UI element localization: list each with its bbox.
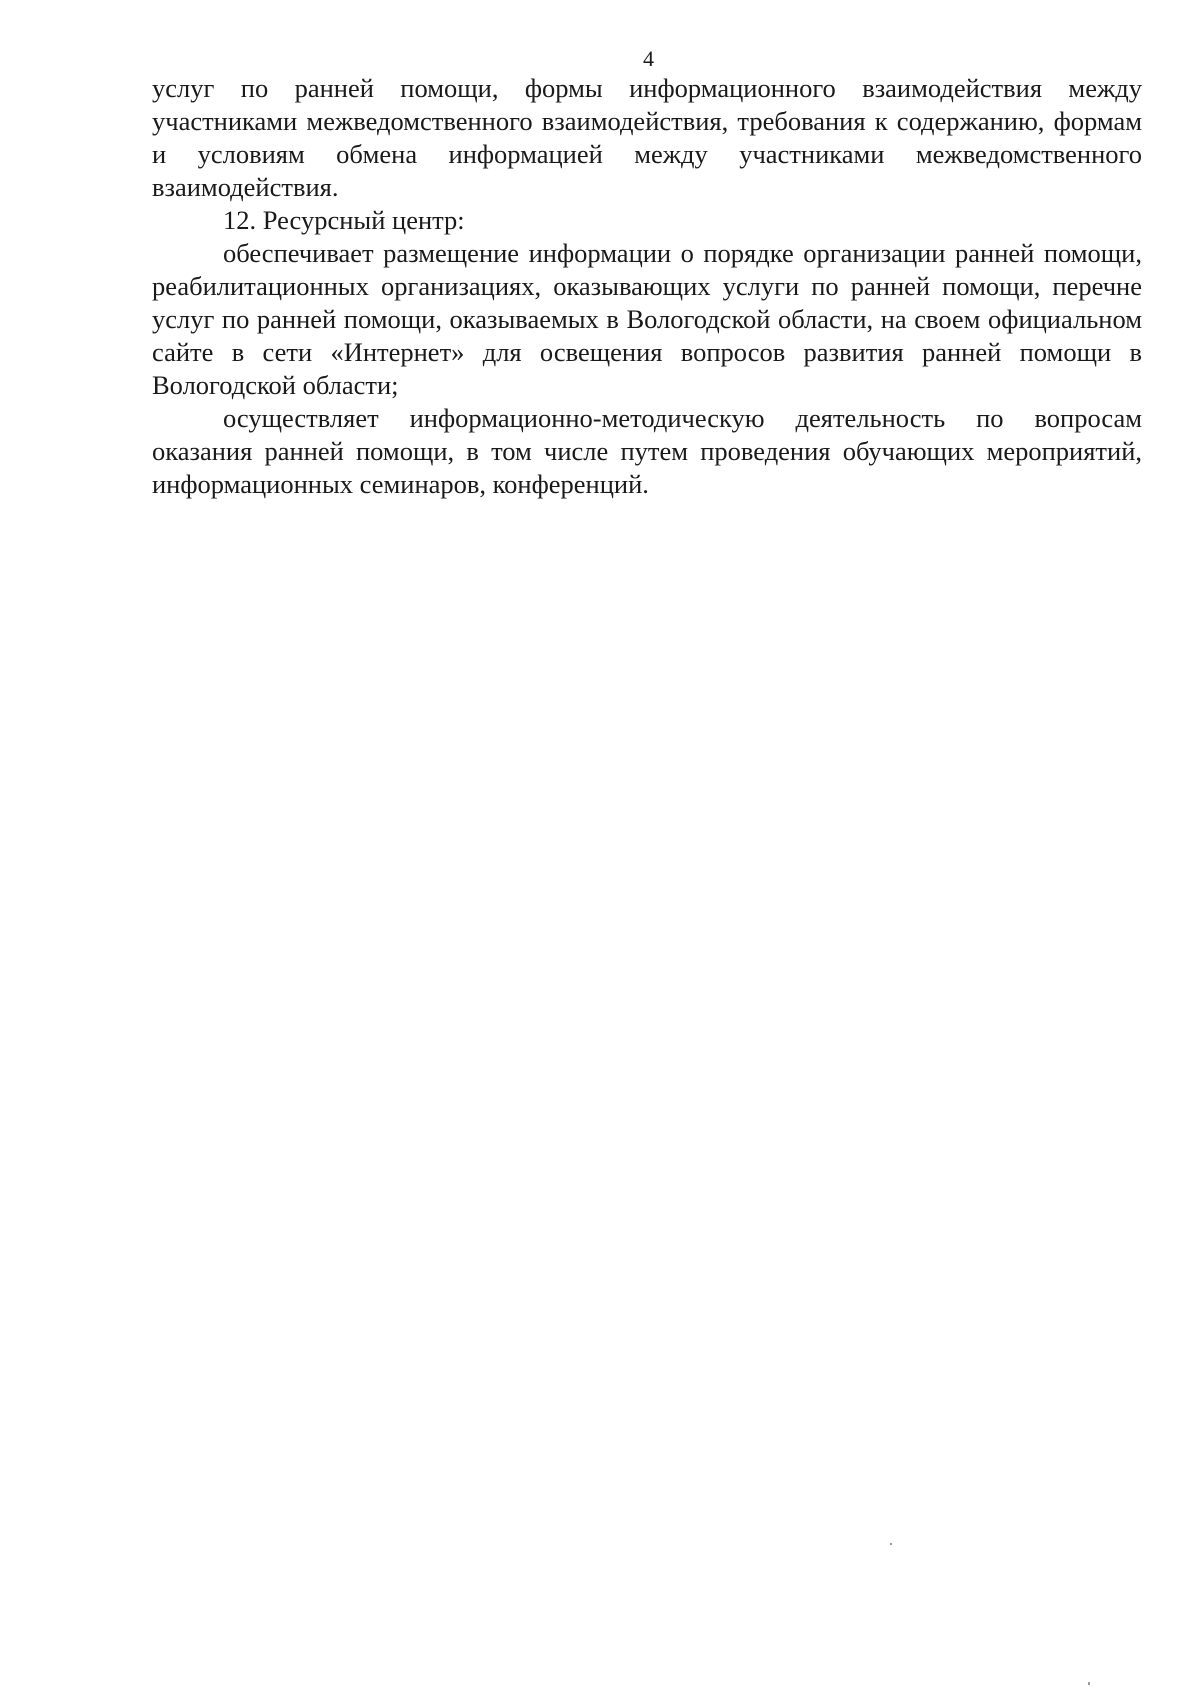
- paragraph-methodical-activity: осуществляет информационно-методическую деятельность по вопросам оказания ранней помощи, в том числе путем проведения обучающих мероприятий, информационных семинаров, конференций.: [152, 403, 1142, 499]
- scan-speck: [890, 1543, 892, 1545]
- section-heading-resource-center: 12. Ресурсный центр:: [223, 205, 465, 235]
- scan-speck: [1088, 1682, 1090, 1685]
- paragraph-information-placement: обеспечивает размещение информации о порядке организации ранней помощи, реабилитационных организациях, оказывающих услуги по ранней помощи, перечне услуг по ранней помощи, оказываемых в Вологодской области, на своем официальном сайте в сети «Интернет» для освещения вопросов развития ранней помощи в Вологодской области;: [152, 238, 1142, 400]
- page-number: 4: [643, 46, 654, 71]
- paragraph-continuation: услуг по ранней помощи, формы информационного взаимодействия между участниками межведомственного взаимодействия, требования к содержанию, формам и условиям обмена информацией между участниками межведомственного взаимодействия.: [152, 73, 1142, 202]
- document-body: [152, 72, 1142, 501]
